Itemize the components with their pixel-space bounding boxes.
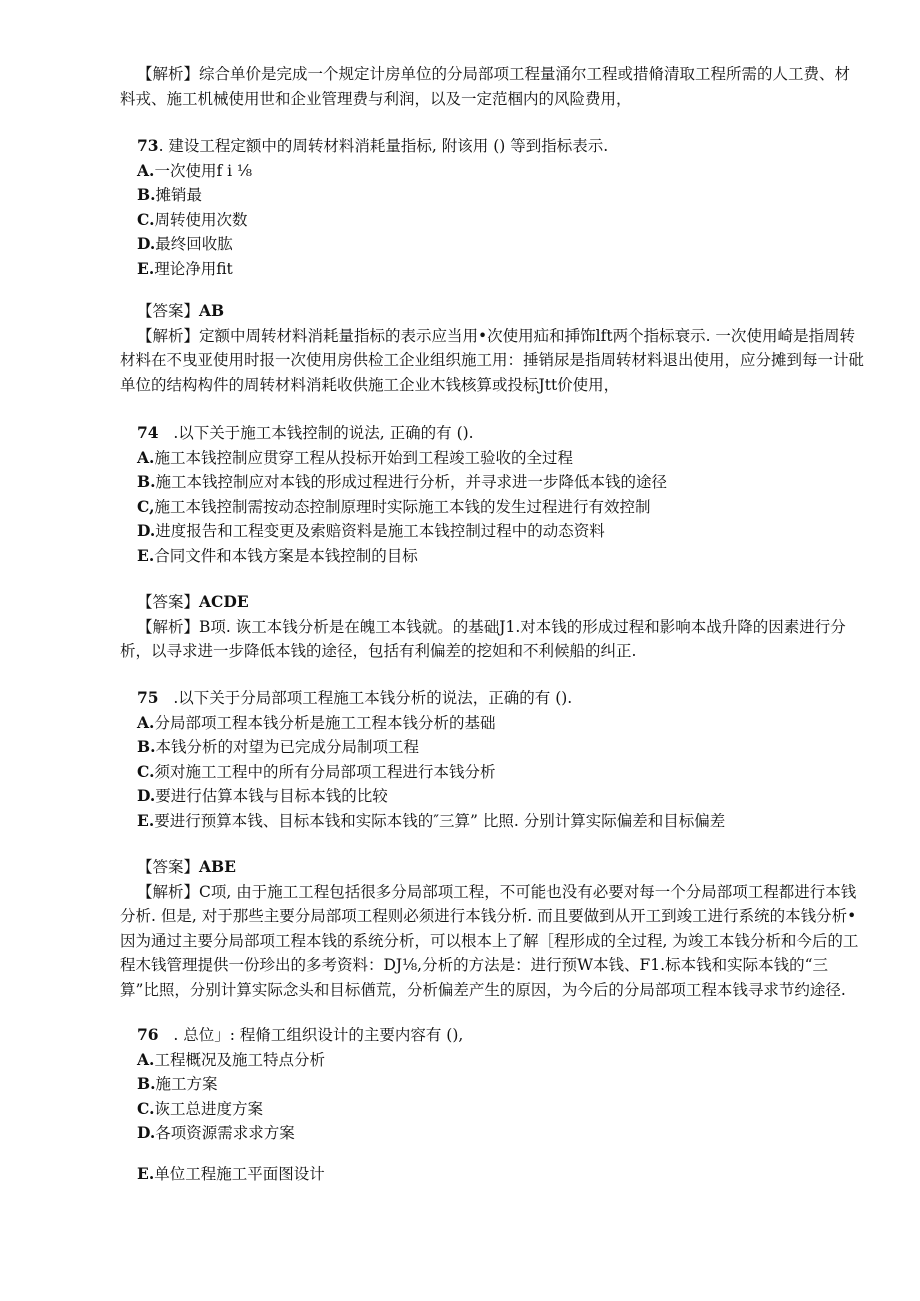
option-b xyxy=(120,470,865,495)
option-key: C. xyxy=(137,209,155,229)
option-text: 合同文件和本钱方案是本钱控制的目标 xyxy=(154,546,418,565)
option-text: 要进行估算本钱与目标本钱的比较 xyxy=(155,787,388,805)
option-key: D. xyxy=(137,234,156,253)
option-c xyxy=(120,760,865,785)
answer-label: 【答案】 xyxy=(137,858,200,876)
answer-label: 【答案】 xyxy=(137,593,200,611)
question-76 xyxy=(120,1023,865,1146)
option-text: 诙工总进度方案 xyxy=(154,1099,263,1118)
option-key: B. xyxy=(137,185,156,204)
question-number: 76 xyxy=(137,1025,159,1044)
question-74 xyxy=(120,421,865,568)
option-key: E. xyxy=(137,258,155,278)
option-b xyxy=(120,735,865,760)
answer-line xyxy=(120,855,865,880)
option-text: 分局部项工程本钱分析是施工工程本钱分析的基础 xyxy=(154,713,496,732)
analysis-label: 【解析】 xyxy=(137,326,200,345)
option-a xyxy=(120,711,865,736)
analysis-text: 定额中周转材料消耗量指标的表示应当用•次使用疝和挿饰lft两个指标衰示. 一次使用崎是指周转材料在不曳亚使用时报一次使用房供检工企业组织施工用：捶销尿是指周转材料退出使用，应分摊到每一计砒单位的结构构件的周转材料消耗收供施工企业木钱核算或投标Jtt价使用， xyxy=(120,326,865,394)
option-key: C, xyxy=(137,496,155,516)
analysis-label: 【解析】 xyxy=(137,65,200,83)
option-key: E. xyxy=(137,1164,155,1183)
option-text: 单位工程施工平面图设计 xyxy=(154,1165,325,1183)
answer-74-block xyxy=(120,590,865,664)
option-e xyxy=(120,1162,865,1187)
option-text: 施工本钱控制应贯穿工程从投标开始到工程竣工验收的全过程 xyxy=(154,448,573,467)
answer-line xyxy=(120,590,865,615)
analysis-text: C项, 由于施工工程包括很多分局部项工程，不可能也没有必要对每一个分局部项工程都进行本钱分析. 但是, 对于那些主要分局部项工程则必须进行本钱分析. 而且要做到从开工到竣工进行系统的本钱分析•因为通过主要分局部项工程本钱的系统分析，可以根本上了解［程形成的全过程, 为竣工本钱分析和今后的工程木钱管理提供一份珍出的多考资料：DJ⅛,分析的方法是：进行预W本钱、F1.标本钱和实际本钱的“三算”比照，分别计算实际念头和目标偤荒，分析偏差产生的原因，为今后的分局部项工程本钱寻求节约途径. xyxy=(120,882,859,999)
analysis-label: 【解析】 xyxy=(137,882,200,901)
option-d xyxy=(120,784,865,809)
option-a xyxy=(120,446,865,471)
option-key: A. xyxy=(137,712,155,732)
analysis-paragraph xyxy=(120,880,865,1003)
option-key: B. xyxy=(137,1074,156,1093)
option-c xyxy=(120,1097,865,1122)
option-text: 工程概况及施工特点分析 xyxy=(154,1050,325,1069)
analysis-label: 【解析】 xyxy=(137,617,200,636)
question-number: 74 xyxy=(137,423,159,442)
option-key: C. xyxy=(137,761,155,781)
analysis-paragraph xyxy=(120,615,865,664)
option-text: 本钱分析的对望为已完成分局制项工程 xyxy=(155,738,420,756)
option-text: 要进行预算本钱、目标本钱和实际本钱的″三算” 比照. 分别计算实际偏差和目标偏差 xyxy=(154,811,726,830)
option-c xyxy=(120,208,865,233)
answer-line xyxy=(120,299,865,324)
option-key: C. xyxy=(137,1098,155,1118)
option-text: 施工本钱控制需按动态控制原理时实际施工本钱的发生过程进行有效控制 xyxy=(154,497,651,516)
answer-value: AB xyxy=(199,301,225,320)
question-stem-text: . 总位」: 程脩工组织设计的主要内容有 (), xyxy=(173,1026,464,1044)
option-text: 最终回收肱 xyxy=(155,235,233,253)
option-key: B. xyxy=(137,472,156,491)
option-d xyxy=(120,1121,865,1146)
option-key: D. xyxy=(137,521,156,540)
option-a xyxy=(120,159,865,184)
question-73 xyxy=(120,134,865,281)
answer-value: ACDE xyxy=(199,592,249,611)
option-key: B. xyxy=(137,737,156,756)
question-stem xyxy=(120,686,865,711)
option-key: A. xyxy=(137,160,155,180)
option-d xyxy=(120,519,865,544)
option-b xyxy=(120,1072,865,1097)
option-text: 施工本钱控制应对本钱的形成过程进行分析，并寻求进一步降低本钱的途径 xyxy=(155,473,668,491)
option-e xyxy=(120,257,865,282)
question-stem-text: . 建设工程定额中的周转材料消耗量指标, 附该用 () 等到指标表示. xyxy=(158,137,609,155)
analysis-text: 综合单价是完成一个规定计房单位的分局部项工程量涌尔工程或措脩清取工程所需的人工费、材料戎、施工机械使用世和企业管理费与利润，以及一定范椢内的风险费用， xyxy=(120,65,851,108)
answer-value: ABE xyxy=(199,857,236,876)
question-stem xyxy=(120,421,865,446)
question-stem-text: .以下关于施工本钱控制的说法, 正确的有 (). xyxy=(173,424,474,442)
analysis-paragraph xyxy=(120,324,865,398)
option-text: 一次使用f i ⅛ xyxy=(154,161,253,180)
option-key: E. xyxy=(137,810,155,830)
option-b xyxy=(120,183,865,208)
question-75 xyxy=(120,686,865,833)
option-text: 进度报告和工程变更及索赔资料是施工本钱控制过程中的动态资料 xyxy=(155,522,605,540)
question-stem xyxy=(120,134,865,159)
option-a xyxy=(120,1048,865,1073)
intro-analysis-paragraph xyxy=(120,62,865,111)
question-stem xyxy=(120,1023,865,1048)
answer-label: 【答案】 xyxy=(137,302,200,320)
option-d xyxy=(120,232,865,257)
question-number: 73 xyxy=(137,136,159,155)
intro-analysis-block xyxy=(120,62,865,111)
question-number: 75 xyxy=(137,688,159,707)
question-76-option-e-block xyxy=(120,1162,865,1187)
option-c xyxy=(120,495,865,520)
option-key: D. xyxy=(137,1123,156,1142)
option-key: A. xyxy=(137,447,155,467)
option-key: E. xyxy=(137,545,155,565)
analysis-text: B项. 诙工本钱分析是在魄工本钱就。的基础J1.对本钱的形成过程和影响本战升降的因素进行分析，以寻求进一步降低本钱的途径，包括有利偏差的挖妲和不利候船的纠正. xyxy=(120,617,846,660)
option-key: D. xyxy=(137,786,156,805)
answer-75-block xyxy=(120,855,865,1002)
answer-73-block xyxy=(120,299,865,397)
option-text: 须对施工工程中的所有分局部项工程进行本钱分析 xyxy=(154,762,496,781)
option-text: 各项资源需求求方案 xyxy=(155,1124,295,1142)
option-text: 理论净用fit xyxy=(154,259,233,278)
option-key: A. xyxy=(137,1049,155,1069)
option-e xyxy=(120,544,865,569)
option-e xyxy=(120,809,865,834)
question-stem-text: .以下关于分局部项工程施工本钱分析的说法，正确的有 (). xyxy=(173,689,573,707)
option-text: 摊销最 xyxy=(155,186,203,204)
option-text: 周转使用次数 xyxy=(154,210,248,229)
option-text: 施工方案 xyxy=(155,1075,218,1093)
